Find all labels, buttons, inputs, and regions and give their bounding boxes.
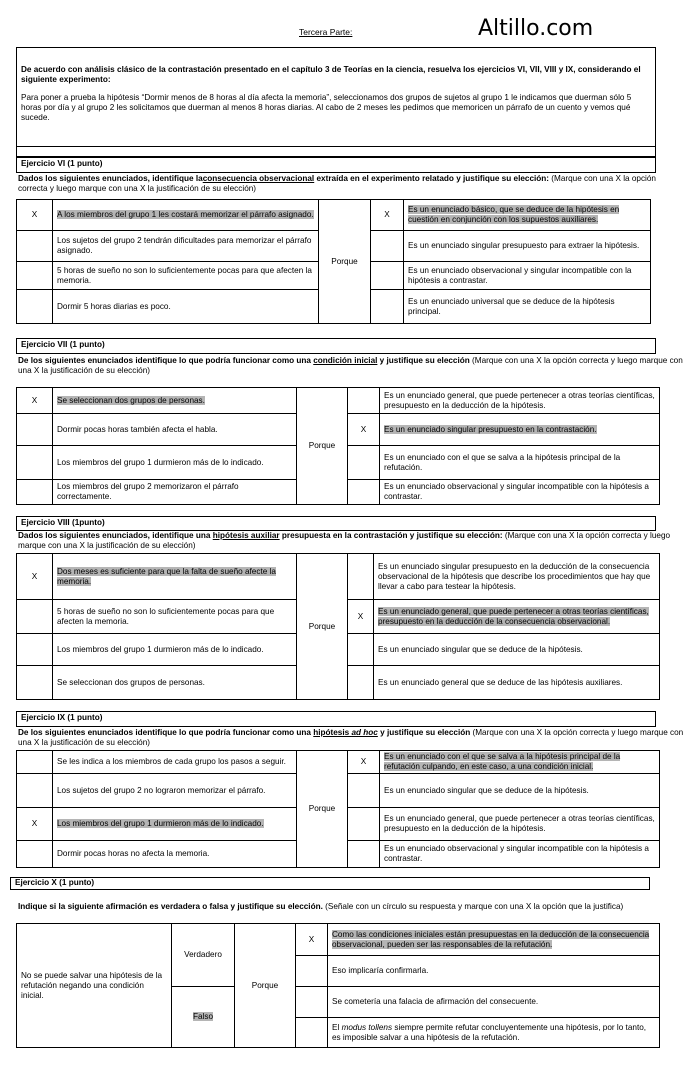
option-cell[interactable]: 5 horas de sueño no son lo suficientemente pocas para que afecten la memoria. <box>53 262 319 290</box>
justification-mark[interactable] <box>348 666 374 700</box>
ex9-instructions: De los siguientes enunciados identifique lo que podría funcionar como una hipótesis ad hoc y justifique su elección (Marque con una X la opción correcta y luego marque con una X la justificación de su elección) <box>18 728 684 747</box>
option-mark[interactable]: X <box>17 808 53 841</box>
justification-cell[interactable]: Es un enunciado universal que se deduce de la hipótesis principal. <box>404 290 651 324</box>
ex10-instructions: Indique si la siguiente afirmación es verdadera o falsa y justifique su elección. (Señale con un círculo su respuesta y marque con una X la opción que la justifica) <box>18 902 624 911</box>
justification-cell[interactable]: Es un enunciado singular presupuesto en la contrastación. <box>380 414 660 446</box>
option-mark[interactable]: X <box>17 388 53 414</box>
intro-box <box>16 47 656 147</box>
option-cell[interactable]: Se seleccionan dos grupos de personas. <box>53 666 297 700</box>
justification-cell[interactable]: Es un enunciado singular presupuesto para extraer la hipótesis. <box>404 231 651 262</box>
ex6-table <box>16 199 651 324</box>
table-row <box>17 554 660 600</box>
ex10-title: Ejercicio X (1 punto) <box>10 877 650 890</box>
option-mark[interactable] <box>17 231 53 262</box>
table-row <box>17 751 660 774</box>
porque-label: Porque <box>297 388 348 505</box>
justification-mark[interactable] <box>348 634 374 666</box>
option-cell[interactable]: Los miembros del grupo 1 durmieron más de lo indicado. <box>53 808 297 841</box>
justification-cell[interactable]: El modus tollens siempre permite refutar concluyentemente una hipótesis, por lo tanto, es imposible salvar a una hipótesis de la refutación. <box>328 1018 660 1048</box>
table-row <box>17 924 660 956</box>
justification-cell[interactable]: Eso implicaría confirmarla. <box>328 956 660 987</box>
justification-cell[interactable]: Se cometería una falacia de afirmación del consecuente. <box>328 987 660 1018</box>
ex7-instructions: De los siguientes enunciados identifique lo que podría funcionar como una condición inicial y justifique su elección (Marque con una X la opción correcta y luego marque con una X la justificación de su elección) <box>18 356 683 375</box>
intro-experiment: Para poner a prueba la hipótesis “Dormir menos de 8 horas al día afecta la memoria”, seleccionamos dos grupos de sujetos al grupo 1 le indicamos que duerman sólo 5 horas por día y al grupo 2 les solicitamos que duerman al menos 8 horas diarias. Al cabo de 2 meses les pedimos que memoricen un párrafo de un cuento y vemos qué sucede. <box>21 93 632 122</box>
ex7-table <box>16 387 660 505</box>
justification-cell[interactable]: Es un enunciado básico, que se deduce de la hipótesis en cuestión en conjunción con los supuestos auxiliares. <box>404 200 651 231</box>
justification-mark[interactable] <box>296 1018 328 1048</box>
option-cell[interactable]: Se seleccionan dos grupos de personas. <box>53 388 297 414</box>
statement-cell: No se puede salvar una hipótesis de la refutación negando una condición inicial. <box>17 924 172 1048</box>
option-mark[interactable] <box>17 446 53 480</box>
brand-logo: Altillo.com <box>478 16 594 41</box>
justification-cell[interactable]: Es un enunciado general que se deduce de las hipótesis auxiliares. <box>374 666 660 700</box>
justification-mark[interactable] <box>296 956 328 987</box>
justification-mark[interactable] <box>348 554 374 600</box>
justification-cell[interactable]: Es un enunciado singular presupuesto en la deducción de la consecuencia observacional de la hipótesis que describe los procedimientos que hay que llevar a cabo para testear la hipótesis. <box>374 554 660 600</box>
table-row <box>17 200 651 231</box>
table-row <box>17 388 660 414</box>
ex9-table <box>16 750 660 868</box>
justification-cell[interactable]: Es un enunciado observacional y singular incompatible con la hipótesis a contrastar. <box>380 841 660 868</box>
option-cell[interactable]: Los miembros del grupo 1 durmieron más de lo indicado. <box>53 634 297 666</box>
verdadero-option[interactable]: Verdadero <box>172 924 235 987</box>
porque-label: Porque <box>297 554 348 700</box>
option-cell[interactable]: Dormir pocas horas también afecta el habla. <box>53 414 297 446</box>
option-mark[interactable] <box>17 480 53 505</box>
option-cell[interactable]: Los miembros del grupo 2 memorizaron el párrafo correctamente. <box>53 480 297 505</box>
falso-option[interactable]: Falso <box>172 987 235 1048</box>
ex6-instructions: Dados los siguientes enunciados, identifique laconsecuencia observacional extraída en el experimento relatado y justifique su elección: (Marque con una X la opción correcta y luego marque con una X la justificación de su elección) <box>18 174 656 193</box>
justification-cell[interactable]: Es un enunciado con el que se salva a la hipótesis principal de la refutación culpando, en este caso, a una condición inicial. <box>380 751 660 774</box>
justification-cell[interactable]: Como las condiciones iniciales están presupuestas en la deducción de la consecuencia observacional, pueden ser las responsables de la refutación. <box>328 924 660 956</box>
justification-cell[interactable]: Es un enunciado con el que se salva a la hipótesis principal de la refutación. <box>380 446 660 480</box>
porque-label: Porque <box>297 751 348 868</box>
porque-label: Porque <box>235 924 296 1048</box>
option-mark[interactable] <box>17 774 53 808</box>
option-cell[interactable]: Los sujetos del grupo 2 no lograron memorizar el párrafo. <box>53 774 297 808</box>
option-mark[interactable] <box>17 841 53 868</box>
justification-mark[interactable] <box>296 987 328 1018</box>
justification-cell[interactable]: Es un enunciado general, que puede pertenecer a otras teorías científicas, presupuesto en la deducción de la hipótesis. <box>380 388 660 414</box>
option-mark[interactable] <box>17 634 53 666</box>
option-mark[interactable] <box>17 290 53 324</box>
ex8-title: Ejercicio VIII (1punto) <box>16 516 656 531</box>
ex10-table <box>16 923 660 1048</box>
justification-mark[interactable] <box>348 841 380 868</box>
option-cell[interactable]: Dos meses es suficiente para que la falta de sueño afecte la memoria. <box>53 554 297 600</box>
option-cell[interactable]: A los miembros del grupo 1 les costará memorizar el párrafo asignado. <box>53 200 319 231</box>
justification-mark[interactable] <box>371 231 404 262</box>
intro-statement: De acuerdo con análisis clásico de la contrastación presentado en el capítulo 3 de Teorías en la ciencia, resuelva los ejercicios VI, VII, VIII y IX, considerando el siguiente experimento: <box>21 65 641 84</box>
justification-cell[interactable]: Es un enunciado general, que puede pertenecer a otras teorías científicas, presupuesto en la deducción de la consecuencia observacional. <box>374 600 660 634</box>
justification-cell[interactable]: Es un enunciado general, que puede pertenecer a otras teorías científicas, presupuesto en la deducción de la hipótesis. <box>380 808 660 841</box>
option-mark[interactable]: X <box>17 554 53 600</box>
ex7-title: Ejercicio VII (1 punto) <box>16 338 656 354</box>
justification-cell[interactable]: Es un enunciado singular que se deduce de la hipótesis. <box>374 634 660 666</box>
option-mark[interactable] <box>17 751 53 774</box>
intro-divider <box>16 147 656 157</box>
option-cell[interactable]: Se les indica a los miembros de cada grupo los pasos a seguir. <box>53 751 297 774</box>
justification-mark[interactable] <box>371 290 404 324</box>
section-title: Tercera Parte: <box>299 27 353 37</box>
justification-mark[interactable]: X <box>348 600 374 634</box>
justification-mark[interactable] <box>348 446 380 480</box>
justification-mark[interactable] <box>348 480 380 505</box>
justification-mark[interactable] <box>371 262 404 290</box>
justification-mark[interactable]: X <box>371 200 404 231</box>
option-cell[interactable]: Dormir pocas horas no afecta la memoria. <box>53 841 297 868</box>
justification-mark[interactable]: X <box>348 414 380 446</box>
option-cell[interactable]: 5 horas de sueño no son lo suficientemente pocas para que afecten la memoria. <box>53 600 297 634</box>
ex9-title: Ejercicio IX (1 punto) <box>16 711 656 727</box>
option-cell[interactable]: Los miembros del grupo 1 durmieron más de lo indicado. <box>53 446 297 480</box>
option-mark[interactable]: X <box>17 200 53 231</box>
ex8-table <box>16 553 660 700</box>
option-cell[interactable]: Dormir 5 horas diarias es poco. <box>53 290 319 324</box>
porque-label: Porque <box>319 200 371 324</box>
option-mark[interactable] <box>17 414 53 446</box>
option-cell[interactable]: Los sujetos del grupo 2 tendrán dificultades para memorizar el párrafo asignado. <box>53 231 319 262</box>
justification-mark[interactable]: X <box>348 751 380 774</box>
option-mark[interactable] <box>17 666 53 700</box>
option-mark[interactable] <box>17 600 53 634</box>
justification-cell[interactable]: Es un enunciado observacional y singular incompatible con la hipótesis a contrastar. <box>404 262 651 290</box>
ex6-title: Ejercicio VI (1 punto) <box>16 157 656 173</box>
justification-cell[interactable]: Es un enunciado singular que se deduce de la hipótesis. <box>380 774 660 808</box>
option-mark[interactable] <box>17 262 53 290</box>
justification-mark[interactable]: X <box>296 924 328 956</box>
ex8-instructions: Dados los siguientes enunciados, identifique una hipótesis auxiliar presupuesta en la contrastación y justifique su elección: (Marque con una X la opción correcta y luego marque con una X la justificación de su elección) <box>18 531 671 550</box>
justification-cell[interactable]: Es un enunciado observacional y singular incompatible con la hipótesis a contrastar. <box>380 480 660 505</box>
justification-mark[interactable] <box>348 388 380 414</box>
justification-mark[interactable] <box>348 808 380 841</box>
justification-mark[interactable] <box>348 774 380 808</box>
